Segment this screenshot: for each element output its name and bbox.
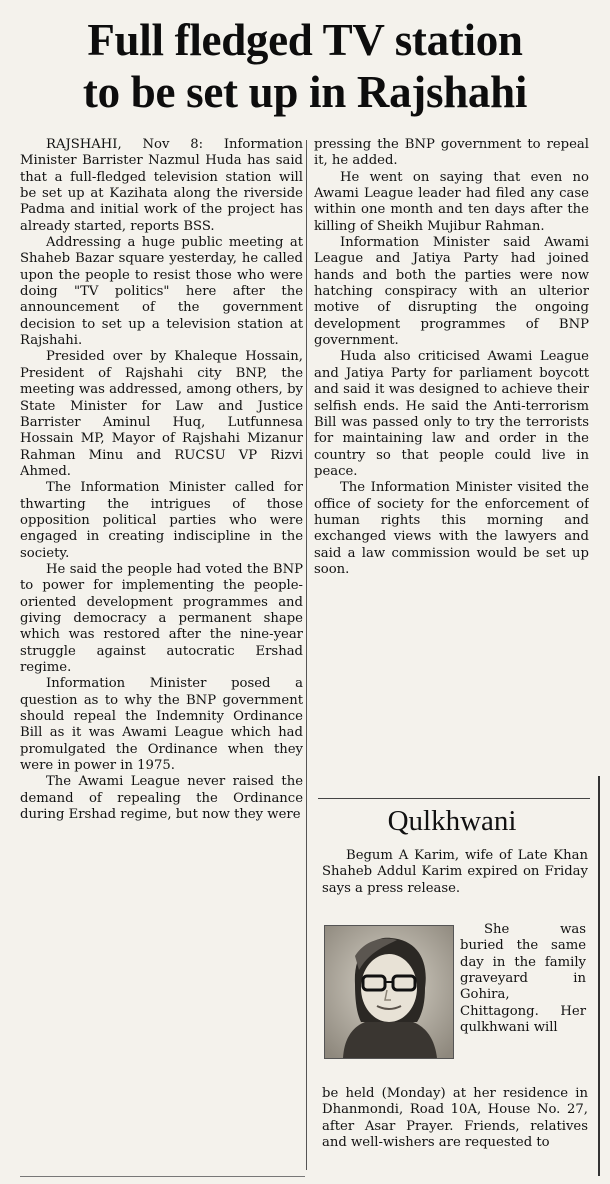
article-paragraph: The Awami League never raised the demand of repealing the Ordinance during Ershad regime, but now they were xyxy=(20,774,303,823)
bottom-rule xyxy=(20,1176,305,1177)
article-paragraph: Addressing a huge public meeting at Shaheb Bazar square yesterday, he called upon the people to resist those who were doing "TV politics" here after the announcement of the government decision to set up a television station at Rajshahi. xyxy=(20,235,303,349)
article-paragraph: He went on saying that even no Awami League leader had filed any case within one month and ten days after the killing of Sheikh Mujibur Rahman. xyxy=(314,169,589,234)
obituary-title: Qulkhwani xyxy=(387,805,517,837)
headline-line-1: Full fledged TV station xyxy=(87,15,523,65)
headline-line-2: to be set up in Rajshahi xyxy=(82,67,528,117)
box-edge-rule xyxy=(598,776,600,1176)
article-column-right xyxy=(314,137,589,777)
obituary-side-text xyxy=(460,922,586,1036)
article-column-left xyxy=(20,137,303,1177)
article-paragraph: Presided over by Khaleque Hossain, President of Rajshahi city BNP, the meeting was addressed, among others, by State Minister for Law and Justice Barrister Aminul Huq, Lutfunnesa Hossain MP, Mayor of Rajshahi Mizanur Rahman Minu and RUCSU VP Rizvi Ahmed. xyxy=(20,349,303,479)
article-paragraph: Information Minister posed a question as to why the BNP government should repeal the Indemnity Ordinance Bill as it was Awami League which had promulgated the Ordinance when they were in power in 1975. xyxy=(20,676,303,774)
column-divider xyxy=(306,140,307,1170)
article-paragraph: He said the people had voted the BNP to power for implementing the people-oriented development programmes and giving democracy a permanent shape which was restored after the nine-year struggle against autocratic Ershad regime. xyxy=(20,561,303,675)
article-paragraph: The Information Minister called for thwarting the intrigues of those opposition political parties who were engaged in creating indiscipline in the society. xyxy=(20,480,303,561)
article-paragraph: RAJSHAHI, Nov 8: Information Minister Barrister Nazmul Huda has said that a full-fledged television station will be set up at Kazihata along the riverside Padma and initial work of the project has already started, reports BSS. xyxy=(20,137,303,234)
obituary-side-paragraph: She was buried the same day in the family graveyard in Gohira, Chittagong. Her qulkhwani will xyxy=(460,922,586,1036)
obituary-intro-text: Begum A Karim, wife of Late Khan Shaheb Addul Karim expired on Friday says a press release. xyxy=(322,848,588,896)
obituary-bottom-text xyxy=(322,1086,588,1151)
article-paragraph: Information Minister said Awami League and Jatiya Party had joined hands and both the parties were now hatching conspiracy with an ulterior motive of disrupting the ongoing development programmes of BNP government. xyxy=(314,235,589,349)
article-paragraph: pressing the BNP government to repeal it, he added. xyxy=(314,137,589,169)
article-paragraph: Huda also criticised Awami League and Jatiya Party for parliament boycott and said it was designed to achieve their selfish ends. He said the Anti-terrorism Bill was passed only to try the terrorists for maintaining law and order in the country so that people could live in peace. xyxy=(314,349,589,479)
obituary-top-rule xyxy=(318,798,590,799)
obituary-bottom-paragraph: be held (Monday) at her residence in Dhanmondi, Road 10A, House No. 27, after Asar Prayer. Friends, relatives and well-wishers are requested to xyxy=(322,1086,588,1151)
obituary-intro xyxy=(322,848,588,897)
headline xyxy=(0,14,610,118)
portrait-photo xyxy=(324,925,454,1059)
portrait-illustration xyxy=(325,926,453,1058)
article-paragraph: The Information Minister visited the office of society for the enforcement of human rights this morning and exchanged views with the lawyers and said a law commission would be set up soon. xyxy=(314,480,589,577)
